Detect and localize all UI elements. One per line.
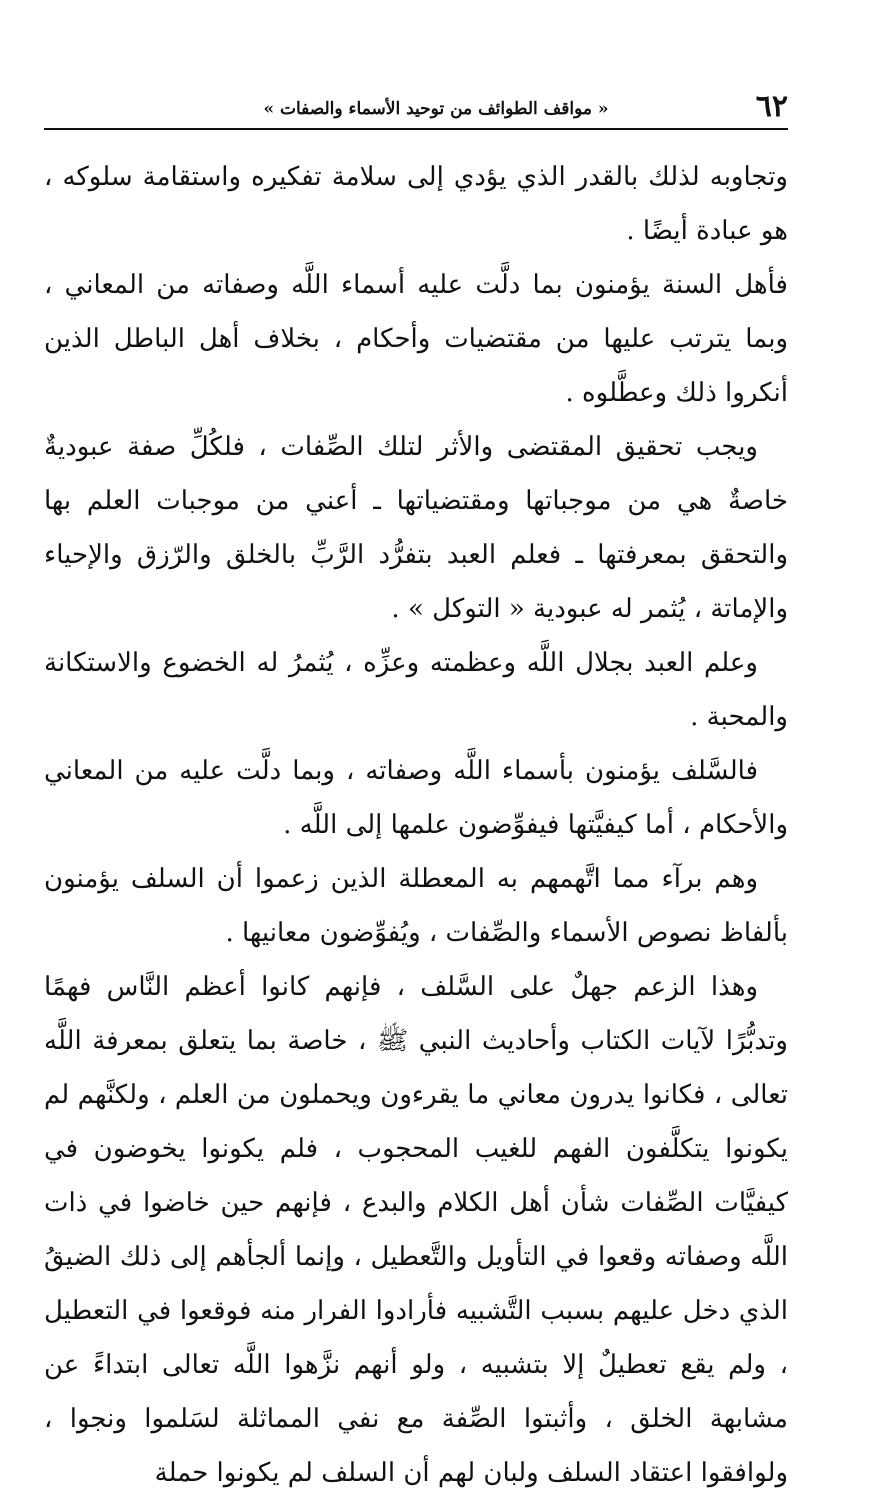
paragraph: وهم برآء مما اتَّهمهم به المعطلة الذين زعموا أن السلف يؤمنون بألفاظ نصوص الأسماء والصِّفات ، ويُفوِّضون معانيها . bbox=[44, 864, 788, 948]
paragraph: ويجب تحقيق المقتضى والأثر لتلك الصِّفات ، فلكُلِّ صفة عبوديةٌ خاصةٌ هي من موجباتها ومقتضياتها ـ أعني من موجبات العلم بها والتحقق بمعرفتها ـ فعلم العبد بتفرُّد الرَّبِّ بالخلق والرّزق والإحياء والإماتة ، يُثمر له عبودية « التوكل » . bbox=[44, 432, 788, 624]
paragraph: وتجاوبه لذلك بالقدر الذي يؤدي إلى سلامة تفكيره واستقامة سلوكه ، هو عبادة أيضًا . bbox=[44, 162, 788, 246]
paragraph: وعلم العبد بجلال اللَّه وعظمته وعزِّه ، يُثمرُ له الخضوع والاستكانة والمحبة . bbox=[44, 648, 788, 732]
paragraph: فأهل السنة يؤمنون بما دلَّت عليه أسماء اللَّه وصفاته من المعاني ، وبما يترتب عليها من مقتضيات وأحكام ، بخلاف أهل الباطل الذين أنكروا ذلك وعطَّلوه . bbox=[44, 270, 788, 408]
paragraph: فالسَّلف يؤمنون بأسماء اللَّه وصفاته ، وبما دلَّت عليه من المعاني والأحكام ، أما كيفيَّتها فيفوِّضون علمها إلى اللَّه . bbox=[44, 756, 788, 840]
running-title: « مواقف الطوائف من توحيد الأسماء والصفات » bbox=[263, 99, 609, 119]
header-rule bbox=[44, 128, 788, 130]
paragraph: وهذا الزعم جهلٌ على السَّلف ، فإنهم كانوا أعظم النَّاس فهمًا وتدبُّرًا لآيات الكتاب وأحاديث النبي ﷺ ، خاصة بما يتعلق بمعرفة اللَّه تعالى ، فكانوا يدرون معاني ما يقرءون ويحملون من العلم ، ولكنَّهم لم يكونوا يتكلَّفون الفهم للغيب المحجوب ، فلم يكونوا يخوضون في كيفيَّات الصِّفات شأن أهل الكلام والبدع ، فإنهم حين خاضوا في ذات اللَّه وصفاته وقعوا في التأويل والتَّعطيل ، وإنما ألجأهم إلى ذلك الضيقُ الذي دخل عليهم بسبب التَّشبيه فأرادوا الفرار منه فوقعوا في التعطيل ، ولم يقع تعطيلٌ إلا بتشبيه ، ولو أنهم نزَّهوا اللَّه تعالى ابتداءً عن مشابهة الخلق ، وأثبتوا الصِّفة مع نفي المماثلة لسَلموا ونجوا ، ولوافقوا اعتقاد السلف ولبان لهم أن السلف لم يكونوا حملة bbox=[44, 972, 788, 1488]
body-text bbox=[44, 150, 788, 1500]
page-number: ٦٢ bbox=[755, 89, 788, 124]
page-header bbox=[44, 88, 788, 128]
